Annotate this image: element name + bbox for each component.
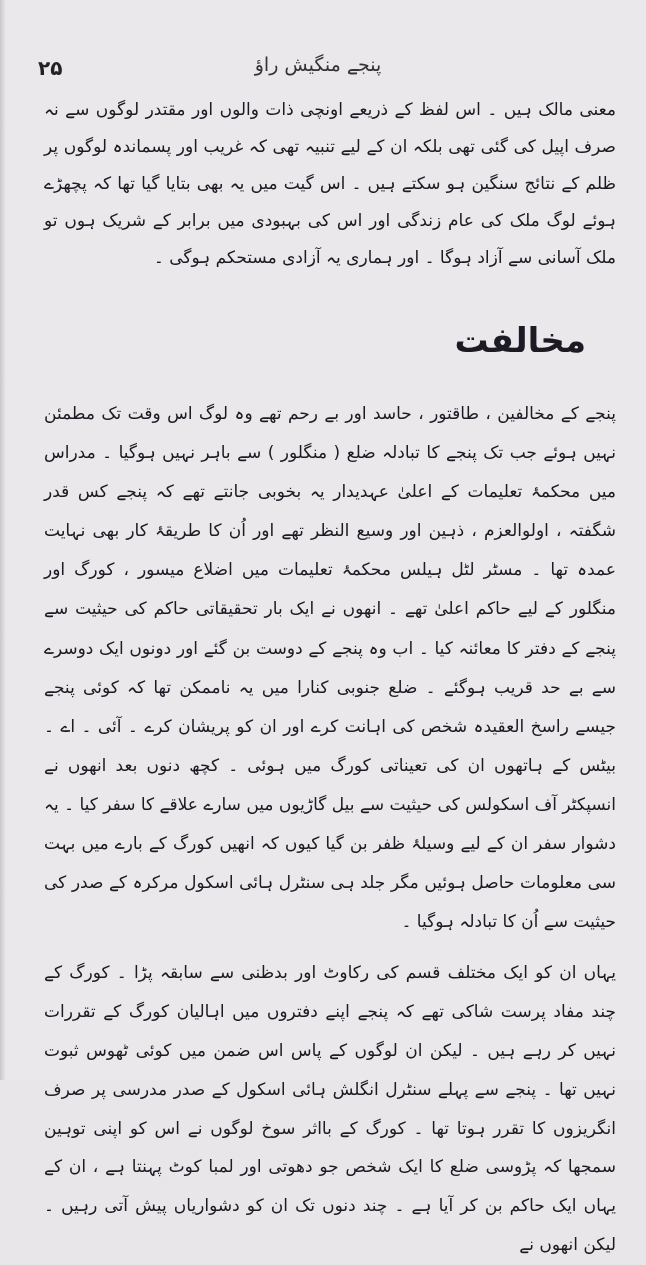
page-number: ۲۵ (38, 56, 63, 80)
page-header (30, 50, 606, 84)
paragraph-intro: معنی مالک ہیں ۔ اس لفظ کے ذریعے اونچی ذات والوں اور مقتدر لوگوں سے نہ صرف اپیل کی گئی تھی بلکہ ان کے لیے تنبیہ تھی کہ غریب اور پسماندہ لوگوں پر ظلم کے نتائج سنگین ہو سکتے ہیں ۔ اس گیت میں یہ بھی بتایا گیا تھا کہ پچھڑے ہوئے لوگ ملک کی عام زندگی اور اس کی بہبودی میں برابر کے شریک ہوں تو ملک آسانی سے آزاد ہوگا ۔ اور ہماری یہ آزادی مستحکم ہوگی ۔ (44, 100, 616, 268)
running-title: پنجے منگیش راؤ (254, 54, 382, 76)
page-gutter-shadow (0, 0, 6, 1080)
section-heading: مخالفت (454, 321, 586, 361)
paragraph-coorg: یہاں ان کو ایک مختلف قسم کی رکاوٹ اور بدظنی سے سابقہ پڑا ۔ کورگ کے چند مفاد پرست شاکی تھے کہ پنجے اپنے دفتروں میں اہالیان کورگ کے تقررات نہیں کر رہے ہیں ۔ لیکن ان لوگوں کے پاس اس ضمن میں کوئی ٹھوس ثبوت نہیں تھا ۔ پنجے سے پہلے سنٹرل انگلش ہائی اسکول کے صدر مدرسی پر صرف انگریزوں کا تقرر ہوتا تھا ۔ کورگ کے بااثر سوخ لوگوں نے اس کو اپنی توہین سمجھا کہ پڑوسی ضلع کا ایک شخص جو دھوتی اور لمبا کوٹ پہنتا ہے ، ان کے یہاں ایک حاکم بن کر آیا ہے ۔ چند دنوں تک ان کو دشواریاں پیش آتی رہیں ۔ لیکن انھوں نے (44, 963, 616, 1255)
page-body (44, 92, 616, 1265)
paragraph-opponents: پنجے کے مخالفین ، طاقتور ، حاسد اور بے رحم تھے وہ لوگ اس وقت تک مطمئن نہیں ہوئے جب تک پنجے کا تبادلہ ضلع ( منگلور ) سے باہر نہیں ہوگیا ۔ مدراس میں محکمۂ تعلیمات کے اعلیٰ عہدیدار یہ بخوبی جانتے تھے کہ پنجے کس قدر شگفتہ ، اولوالعزم ، ذہین اور وسیع النظر تھے اور اُن کا طریقۂ کار بھی نہایت عمدہ تھا ۔ مسٹر لٹل ہیلس محکمۂ تعلیمات میں اضلاع میسور ، کورگ اور منگلور کے لیے حاکم اعلیٰ تھے ۔ انھوں نے ایک بار تحقیقاتی حاکم کی حیثیت سے پنجے کے دفتر کا معائنہ کیا ۔ اب وہ پنجے کے دوست بن گئے اور دونوں ایک دوسرے سے بے حد قریب ہوگئے ۔ ضلع جنوبی کنارا میں یہ ناممکن تھا کہ کوئی پنجے جیسے راسخ العقیدہ شخص کی اہانت کرے اور ان کو پریشان کرے ۔ آئی ۔ اے ۔ بیٹس کے ہاتھوں ان کی تعیناتی کورگ میں ہوئی ۔ کچھ دنوں بعد انھوں نے انسپکٹر آف اسکولس کی حیثیت سے بیل گاڑیوں میں سارے علاقے کا سفر کیا ۔ یہ دشوار سفر ان کے لیے وسیلۂ ظفر بن گیا کیوں کہ انھیں کورگ کے بارے میں بہت سی معلومات حاصل ہوئیں مگر جلد ہی سنٹرل ہائی اسکول مرکرہ کے صدر کی حیثیت سے اُن کا تبادلہ ہوگیا ۔ (43, 404, 616, 933)
